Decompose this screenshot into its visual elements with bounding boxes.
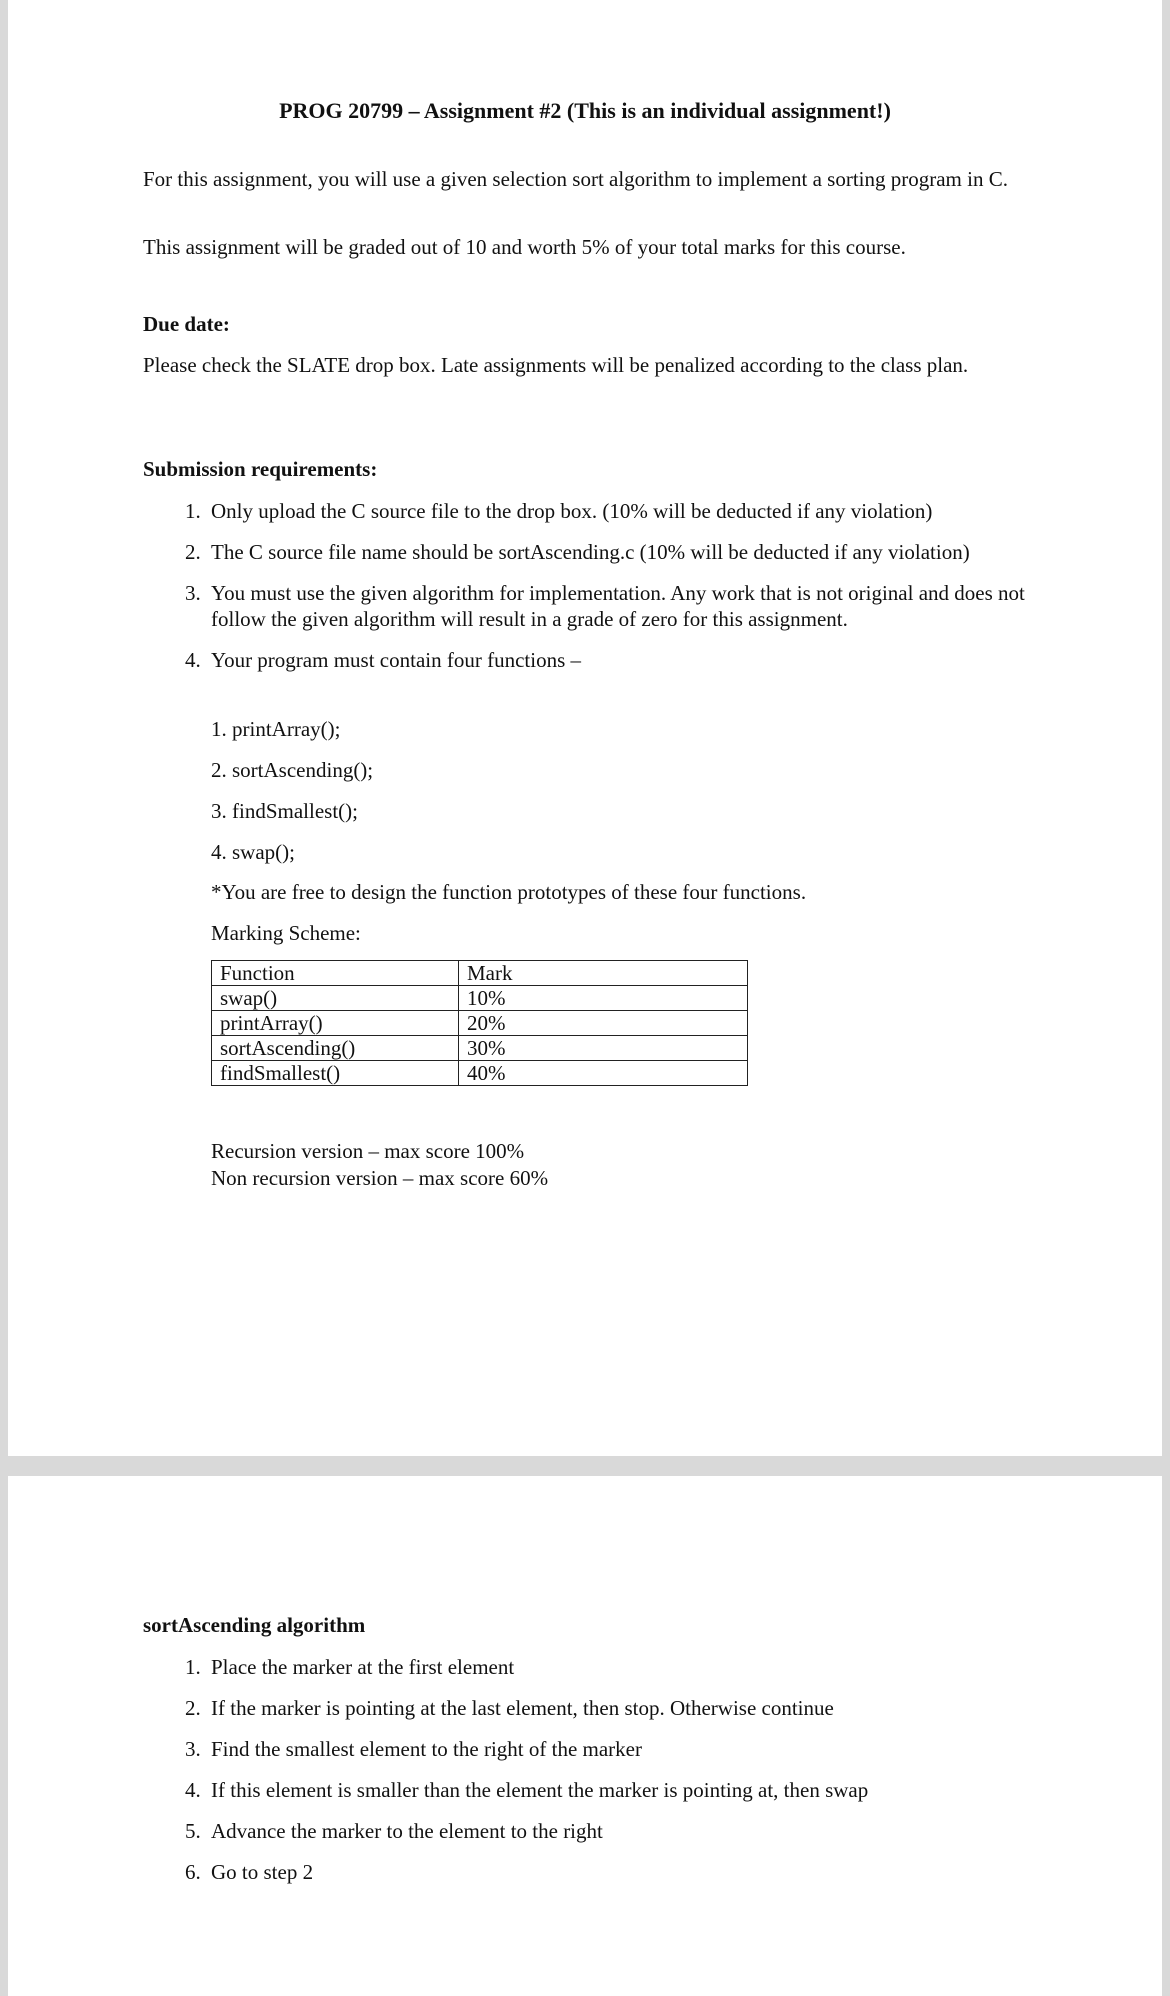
document-page-2 xyxy=(8,1476,1162,1996)
list-item xyxy=(143,580,1043,632)
list-item xyxy=(143,647,1043,673)
list-item-number: 1. xyxy=(185,499,201,523)
list-item-number: 4. xyxy=(185,648,201,672)
due-date-heading: Due date: xyxy=(143,312,230,336)
list-item-number: 1. xyxy=(185,1655,201,1679)
list-item-text: Advance the marker to the element to the right xyxy=(211,1819,603,1843)
function-item: 1. printArray(); xyxy=(211,717,341,741)
intro-paragraph-1: For this assignment, you will use a given selection sort algorithm to implement a sorting program in C. xyxy=(143,167,1008,191)
algorithm-heading: sortAscending algorithm xyxy=(143,1613,366,1637)
table-header-row xyxy=(212,961,748,986)
function-list xyxy=(211,716,373,880)
non-recursion-line: Non recursion version – max score 60% xyxy=(211,1166,549,1190)
algorithm-steps xyxy=(143,1654,1043,1900)
table-cell: 40% xyxy=(459,1061,748,1086)
list-item-text: If the marker is pointing at the last element, then stop. Otherwise continue xyxy=(211,1696,834,1720)
list-item-text: Place the marker at the first element xyxy=(211,1655,515,1679)
list-item-text: Go to step 2 xyxy=(211,1860,314,1884)
table-cell: 10% xyxy=(459,986,748,1011)
list-item-text: You must use the given algorithm for implementation. Any work that is not original and does not follow the given algorithm will result in a grade of zero for this assignment. xyxy=(211,581,1025,631)
table-cell: printArray() xyxy=(212,1011,459,1036)
table-cell: sortAscending() xyxy=(212,1036,459,1061)
list-item-text: Only upload the C source file to the drop box. (10% will be deducted if any violation) xyxy=(211,499,933,523)
list-item xyxy=(143,498,1043,524)
list-item xyxy=(143,539,1043,565)
submission-heading: Submission requirements: xyxy=(143,457,378,481)
intro-paragraph-2: This assignment will be graded out of 10 and worth 5% of your total marks for this course. xyxy=(143,235,906,259)
table-cell: findSmallest() xyxy=(212,1061,459,1086)
table-cell: swap() xyxy=(212,986,459,1011)
function-item: 4. swap(); xyxy=(211,840,295,864)
recursion-line: Recursion version – max score 100% xyxy=(211,1139,525,1163)
function-item: 2. sortAscending(); xyxy=(211,758,374,782)
table-row xyxy=(212,1011,748,1036)
list-item xyxy=(143,1654,1043,1680)
table-row xyxy=(212,1036,748,1061)
marking-scheme-label: Marking Scheme: xyxy=(211,921,361,945)
function-item: 3. findSmallest(); xyxy=(211,799,358,823)
table-cell: 20% xyxy=(459,1011,748,1036)
list-item-text: If this element is smaller than the element the marker is pointing at, then swap xyxy=(211,1778,869,1802)
due-date-text: Please check the SLATE drop box. Late assignments will be penalized according to the class plan. xyxy=(143,353,969,377)
list-item-text: Your program must contain four functions – xyxy=(211,648,581,672)
list-item xyxy=(143,1736,1043,1762)
list-item-text: Find the smallest element to the right of the marker xyxy=(211,1737,642,1761)
list-item xyxy=(143,1818,1043,1844)
list-item-number: 3. xyxy=(185,581,201,605)
list-item-number: 2. xyxy=(185,1696,201,1720)
table-cell: 30% xyxy=(459,1036,748,1061)
list-item-number: 5. xyxy=(185,1819,201,1843)
requirements-list xyxy=(143,498,1043,688)
list-item xyxy=(143,1777,1043,1803)
prototype-note: *You are free to design the function prototypes of these four functions. xyxy=(211,880,807,904)
page-title: PROG 20799 – Assignment #2 (This is an individual assignment!) xyxy=(279,98,891,123)
list-item xyxy=(143,1859,1043,1885)
list-item-number: 6. xyxy=(185,1860,201,1884)
list-item-text: The C source file name should be sortAscending.c (10% will be deducted if any violation) xyxy=(211,540,970,564)
recursion-notes xyxy=(211,1138,548,1192)
list-item-number: 2. xyxy=(185,540,201,564)
table-header-cell: Mark xyxy=(459,961,748,986)
table-header-cell: Function xyxy=(212,961,459,986)
list-item xyxy=(143,1695,1043,1721)
list-item-number: 4. xyxy=(185,1778,201,1802)
document-page-1 xyxy=(8,0,1162,1456)
list-item-number: 3. xyxy=(185,1737,201,1761)
table-row xyxy=(212,1061,748,1086)
table-row xyxy=(212,986,748,1011)
marking-table xyxy=(211,960,748,1086)
